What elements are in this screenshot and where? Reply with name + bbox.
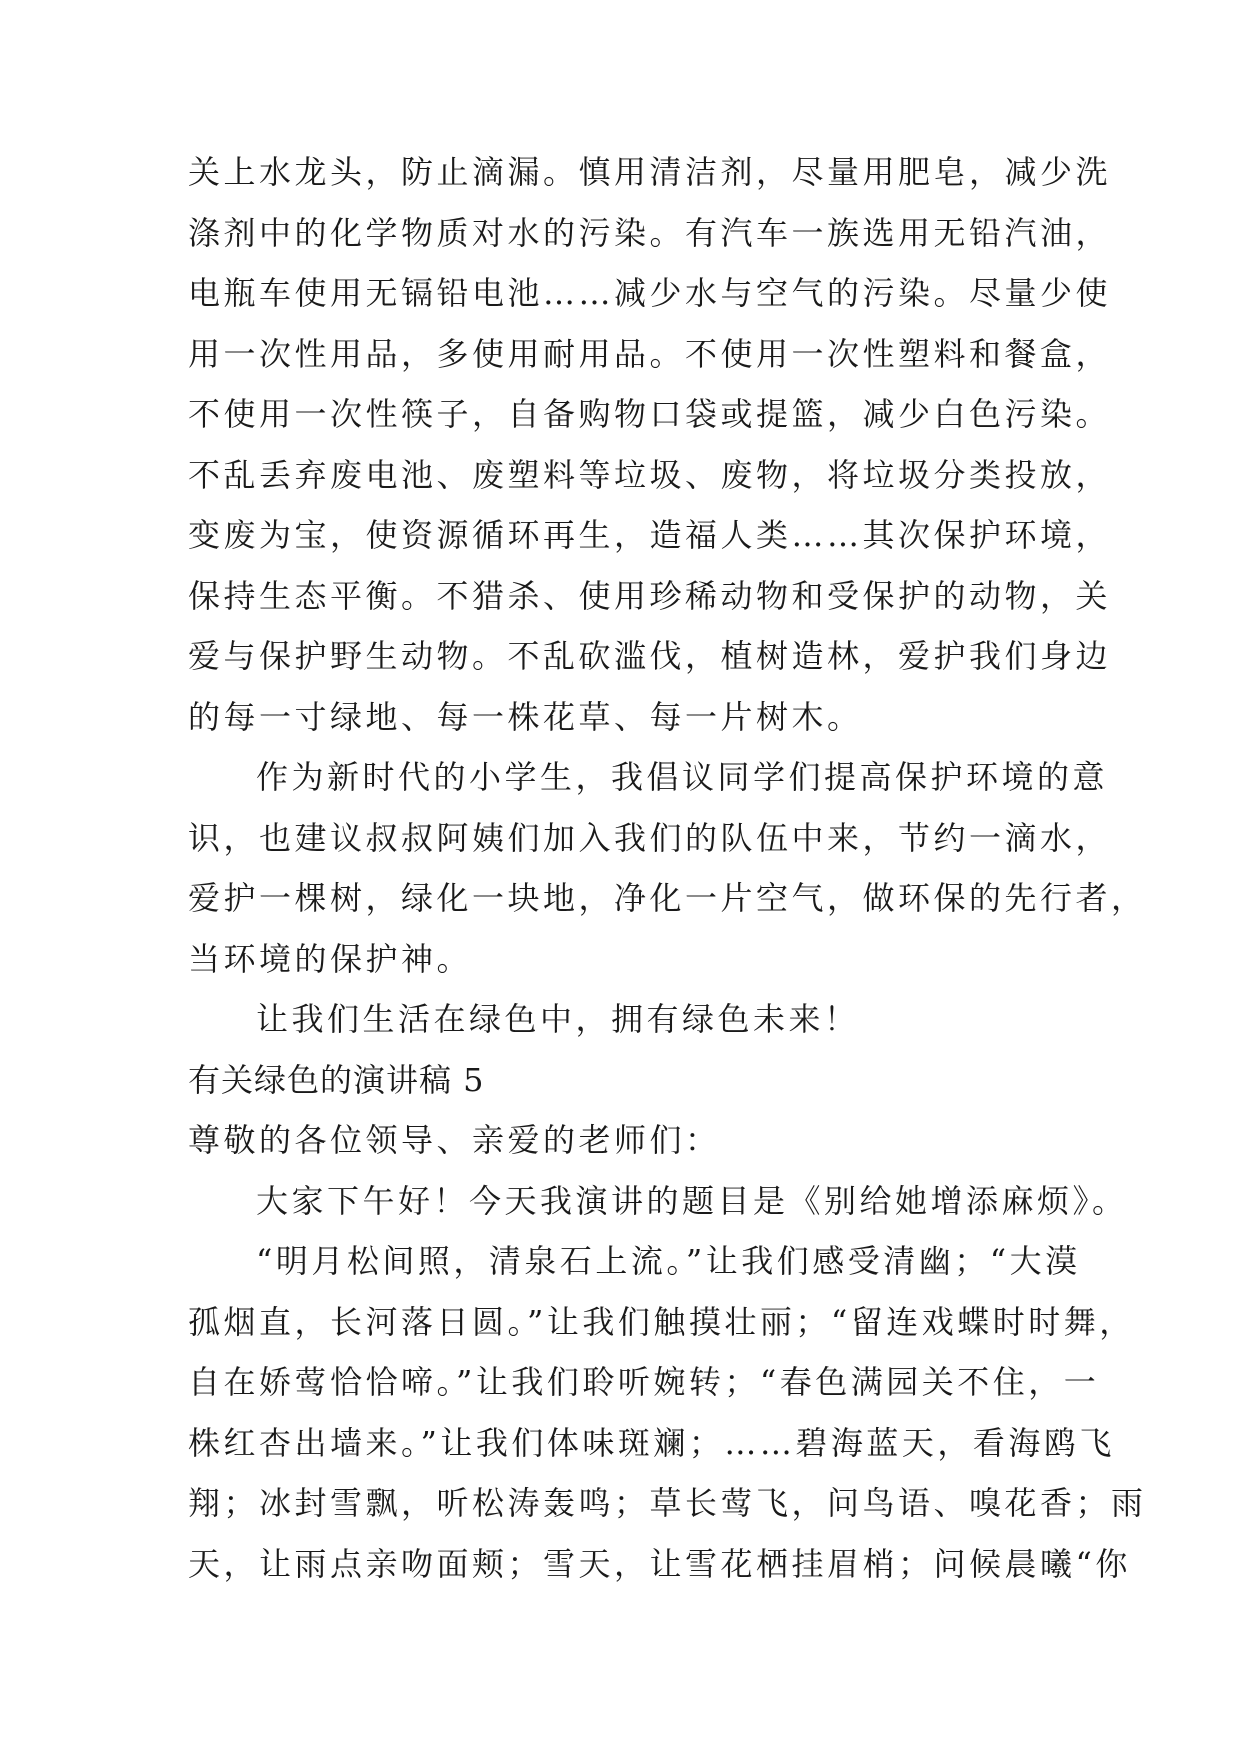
text-line: 天，让雨点亲吻面颊；雪天，让雪花栖挂眉梢；问候晨曦“你 [188,1544,1131,1583]
paragraph-first-line: 作为新时代的小学生，我倡议同学们提高保护环境的意 [256,758,1109,796]
text-line: 电瓶车使用无镉铅电池……减少水与空气的污染。尽量少使 [188,274,1112,312]
text-line: 涤剂中的化学物质对水的污染。有汽车一族选用无铅汽油， [188,213,1112,252]
text-line: 识，也建议叔叔阿姨们加入我们的队伍中来，节约一滴水， [188,818,1112,857]
text-line: 当环境的保护神。 [188,939,473,978]
text-line: 翔；冰封雪飘，听松涛轰鸣；草长莺飞，问鸟语、嗅花香；雨 [188,1484,1147,1522]
text-line: 变废为宝，使资源循环再生，造福人类……其次保护环境， [188,516,1112,554]
salutation: 尊敬的各位领导、亲爱的老师们： [188,1121,721,1159]
paragraph-first-line: 让我们生活在绿色中，拥有绿色未来！ [256,1000,860,1038]
document-body [188,142,1147,1594]
text-line: 孤烟直，长河落日圆。”让我们触摸壮丽；“留连戏蝶时时舞， [188,1302,1135,1341]
text-line: 不乱丢弃废电池、废塑料等垃圾、废物，将垃圾分类投放， [188,455,1112,494]
paragraph-first-line: 大家下午好！今天我演讲的题目是《别给她增添麻烦》。 [256,1181,1128,1220]
text-line: 保持生态平衡。不猎杀、使用珍稀动物和受保护的动物，关 [188,576,1112,615]
text-line: 的每一寸绿地、每一株花草、每一片树木。 [188,697,863,736]
text-line: 株红杏出墙来。”让我们体味斑斓；……碧海蓝天，看海鸥飞 [188,1423,1115,1462]
section-title: 有关绿色的演讲稿 5 [188,1060,485,1099]
text-line: 爱与保护野生动物。不乱砍滥伐，植树造林，爱护我们身边 [188,637,1112,675]
text-line: 爱护一棵树，绿化一块地，净化一片空气，做环保的先行者， [188,879,1147,917]
paragraph-first-line: “明月松间照，清泉石上流。”让我们感受清幽；“大漠 [256,1242,1081,1280]
text-line: 不使用一次性筷子，自备购物口袋或提篮，减少白色污染。 [188,395,1112,433]
text-line: 自在娇莺恰恰啼。”让我们聆听婉转；“春色满园关不住，一 [188,1363,1100,1401]
text-line: 关上水龙头，防止滴漏。慎用清洁剂，尽量用肥皂，减少洗 [188,153,1112,191]
text-line: 用一次性用品，多使用耐用品。不使用一次性塑料和餐盒， [188,334,1112,373]
